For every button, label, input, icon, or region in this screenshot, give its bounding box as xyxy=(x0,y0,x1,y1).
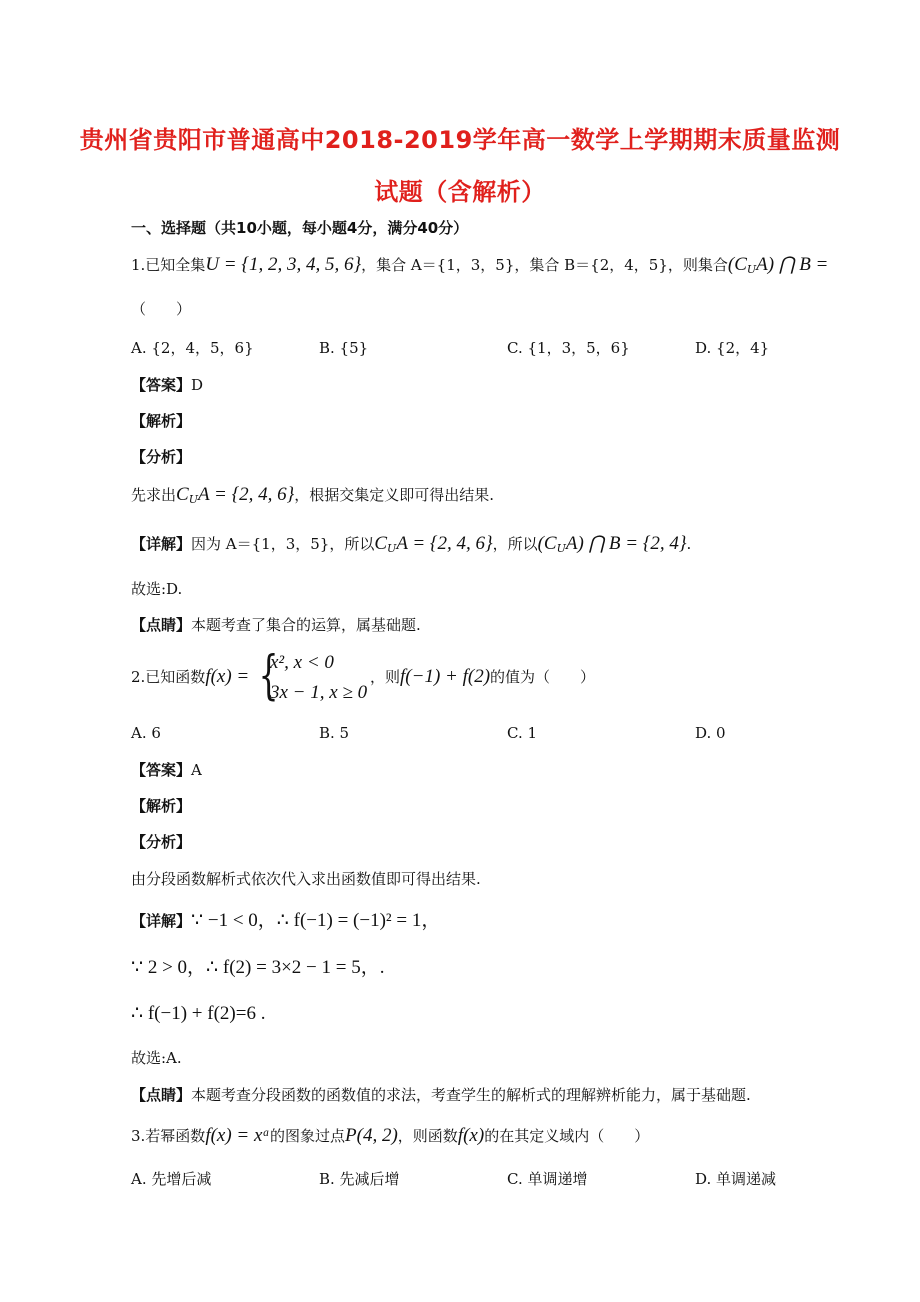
q2-answer-value: A xyxy=(191,761,202,779)
q2-mid: ，则 xyxy=(370,668,401,686)
q1-option-c: C. {1，3，5，6} xyxy=(507,339,630,357)
q2-option-c: C. 1 xyxy=(507,724,538,742)
q1-analysis-pre: 先求出 xyxy=(131,486,177,504)
q3-post: 的在其定义域内（ ） xyxy=(484,1127,650,1145)
q1-comment xyxy=(131,614,421,636)
q3-option-d: D. 单调递减 xyxy=(695,1170,777,1188)
q1-detail xyxy=(131,533,691,560)
q3-fx: f(x) = xᵃ xyxy=(205,1125,271,1146)
q2-detail2: ∵ 2 > 0，∴ f(2) = 3×2 − 1 = 5，. xyxy=(131,957,385,978)
q2-detail-tag: 【详解】 xyxy=(131,912,192,930)
q1-answer-value: D xyxy=(191,376,204,394)
q2-detail3: ∴ f(−1) + f(2)=6 . xyxy=(131,1003,266,1024)
q3-mid2: ，则函数 xyxy=(397,1127,458,1145)
q2-case1: x², x < 0 xyxy=(270,652,334,673)
q3-stem xyxy=(131,1125,649,1147)
q1-answer xyxy=(131,374,203,396)
q1-analysis-sub: U xyxy=(188,493,198,506)
q2-detail-line3 xyxy=(131,1003,265,1025)
q2-post: 的值为（ ） xyxy=(490,668,596,686)
q2-answer-tag: 【答案】 xyxy=(131,761,192,779)
q1-analysis xyxy=(131,484,494,511)
q1-stem-mid: ，集合 A＝{1，3，5}，集合 B＝{2，4，5}，则集合 xyxy=(361,256,728,274)
q2-option-b: B. 5 xyxy=(319,724,350,742)
q3-option-c: C. 单调递增 xyxy=(507,1170,588,1188)
q2-comment-text: 本题考查分段函数的函数值的求法，考查学生的解析式的理解辨析能力，属于基础题. xyxy=(191,1086,751,1104)
q2-detail-line2 xyxy=(131,957,385,979)
q2-comment-tag: 【点睛】 xyxy=(131,1086,192,1104)
q1-comment-text: 本题考查了集合的运算，属基础题. xyxy=(191,616,421,634)
q2-choice: 故选:A. xyxy=(131,1049,182,1067)
q2-stem-left xyxy=(131,666,249,688)
q2-option-a: A. 6 xyxy=(131,724,161,742)
q1-fenxi: 【分析】 xyxy=(131,448,192,466)
q1-expr-sub: U xyxy=(746,263,757,276)
q3-point: P(4, 2) xyxy=(345,1125,398,1146)
q2-option-d: D. 0 xyxy=(695,724,726,742)
q2-answer xyxy=(131,759,202,781)
q3-fx2: f(x) xyxy=(457,1125,485,1146)
q1-comment-tag: 【点睛】 xyxy=(131,616,192,634)
q1-analysis-c: C xyxy=(176,484,189,505)
q2-case2: 3x − 1, x ≥ 0 xyxy=(270,682,368,703)
q1-jiexi: 【解析】 xyxy=(131,412,192,430)
document-title-line1: 贵州省贵阳市普通高中2018-2019学年高一数学上学期期末质量监测 xyxy=(79,126,841,154)
q2-jiexi: 【解析】 xyxy=(131,797,192,815)
q1-detail-b: ，所以 xyxy=(492,535,538,553)
q1-option-d: D. {2，4} xyxy=(695,339,770,357)
q1-analysis-post: ，根据交集定义即可得出结果. xyxy=(294,486,495,504)
q3-prefix: 3.若幂函数 xyxy=(131,1127,206,1145)
q1-paren: （ ） xyxy=(131,300,192,318)
q2-stem-right xyxy=(370,666,595,688)
document-title-line2: 试题（含解析） xyxy=(374,178,546,206)
q2-analysis: 由分段函数解析式依次代入求出函数值即可得出结果. xyxy=(131,870,481,888)
q1-detail-tag: 【详解】 xyxy=(131,535,192,553)
q2-detail1: ∵ −1 < 0，∴ f(−1) = (−1)² = 1， xyxy=(191,910,441,931)
q1-answer-tag: 【答案】 xyxy=(131,376,192,394)
q1-stem xyxy=(131,254,828,281)
q1-detail-expr: (C xyxy=(537,533,557,554)
q1-detail-c: C xyxy=(374,533,388,554)
q1-detail-dot: . xyxy=(686,535,692,553)
q1-option-a: A. {2，4，5，6} xyxy=(131,339,254,357)
q2-brace-icon: { xyxy=(258,646,279,706)
q2-comment xyxy=(131,1084,751,1106)
q1-expr: (C xyxy=(727,254,747,275)
q2-piecewise xyxy=(270,648,367,708)
q1-choice: 故选:D. xyxy=(131,580,183,598)
q2-fenxi: 【分析】 xyxy=(131,833,192,851)
q2-prefix: 2.已知函数 xyxy=(131,668,206,686)
section-heading: 一、选择题（共10小题，每小题4分，满分40分） xyxy=(131,219,469,237)
q2-expr: f(−1) + f(2) xyxy=(400,666,491,687)
q1-option-b: B. {5} xyxy=(319,339,369,357)
q1-detail-expr-sub: U xyxy=(556,542,566,555)
q2-detail-line1 xyxy=(131,910,440,932)
q1-universal-set: U = {1, 2, 3, 4, 5, 6} xyxy=(205,254,362,275)
q2-fx: f(x) = xyxy=(205,666,250,687)
q1-detail-expr-end: A) ⋂ B = {2, 4} xyxy=(565,533,687,554)
q1-prefix: 1.已知全集 xyxy=(131,256,206,274)
q3-option-a: A. 先增后减 xyxy=(131,1170,212,1188)
q3-mid: 的图象过点 xyxy=(270,1127,346,1145)
q1-detail-sub: U xyxy=(387,542,397,555)
q3-option-b: B. 先减后增 xyxy=(319,1170,400,1188)
q1-analysis-set: A = {2, 4, 6} xyxy=(197,484,295,505)
q1-detail-a: 因为 A＝{1，3，5}，所以 xyxy=(191,535,375,553)
q1-expr-end: A) ⋂ B = xyxy=(756,254,829,275)
q1-detail-set: A = {2, 4, 6} xyxy=(396,533,493,554)
